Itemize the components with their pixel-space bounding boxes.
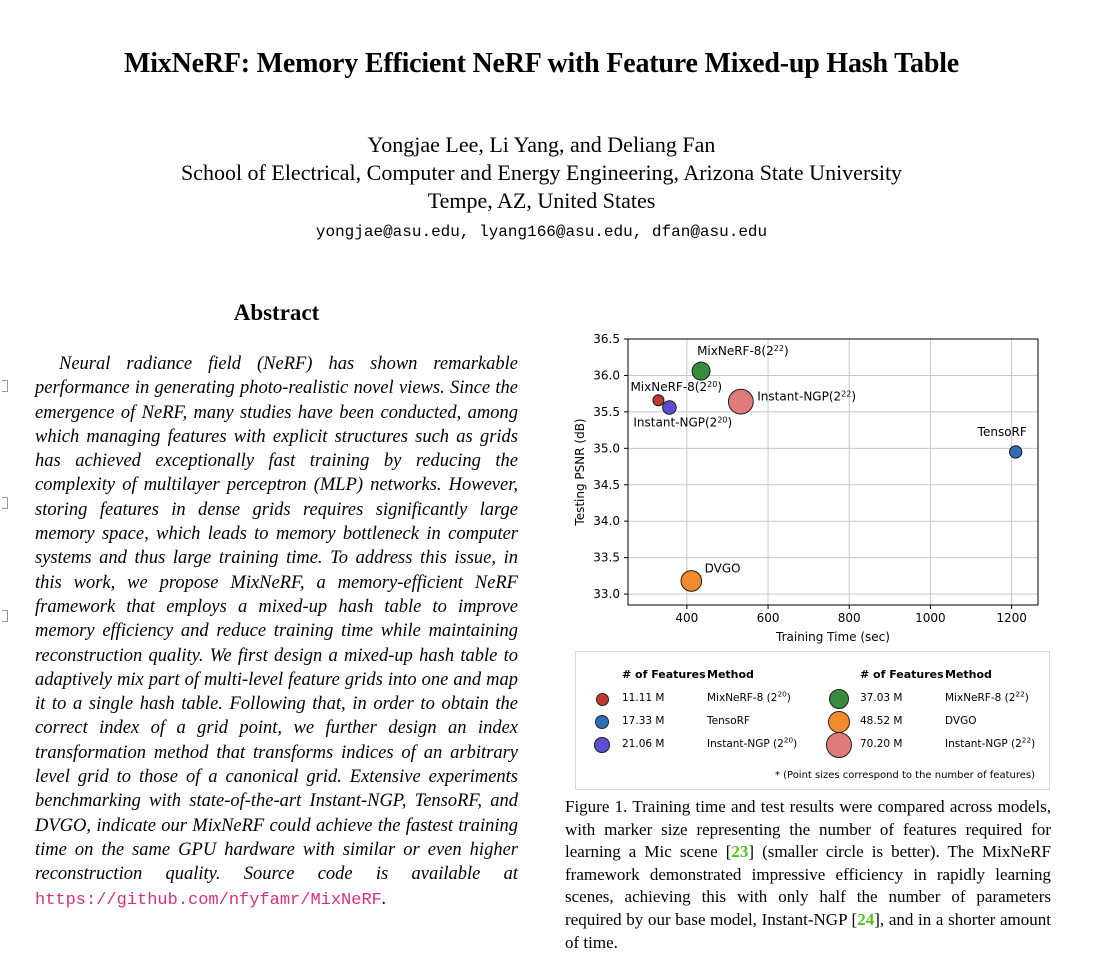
legend-dot: [829, 689, 849, 709]
citation-ref[interactable]: 24: [857, 909, 875, 929]
x-axis-label: Training Time (sec): [776, 630, 890, 644]
data-point: [692, 362, 710, 380]
legend-method-name: DVGO: [945, 715, 977, 727]
point-label: MixNeRF-$8(2^{22})$: [697, 343, 789, 359]
author-emails: yongjae@asu.edu, lyang166@asu.edu, dfan@asu.edu: [315, 223, 768, 241]
x-tick-label: 400: [675, 611, 699, 625]
citation-ref[interactable]: 23: [731, 842, 749, 862]
legend-method-name: MixNeRF-8 $(2^{20})$: [707, 689, 791, 704]
source-code-link[interactable]: https://github.com/nfyfamr/MixNeRF: [35, 890, 382, 910]
x-tick-label: 600: [756, 611, 780, 625]
abstract-text: Neural radiance field (NeRF) has shown remarkable performance in generating photo-realistic novel views. Since the emergence of NeRF, many studies have been conducted, among which managing features with explicit structures such as grids has achieved exceptionally fast training by reducing the complexity of multilayer perceptron (MLP) networks. However, storing features in dense grids requires significantly large memory space, which leads to memory bottleneck in computer systems and thus large training time. To address this issue, in this work, we propose MixNeRF, a memory-efficient NeRF framework that employs a mixed-up hash table to improve memory efficiency and reduce training time while maintaining reconstruction quality. We first design a mixed-up hash table to adaptively mix part of multi-level feature grids into one and map it to a single hash table. Following that, in order to obtain the correct index of a grid point, we further design an index transformation method that transforms indices of an arbitrary level grid to those of a canonical grid. Extensive experiments benchmarking with state-of-the-art Instant-NGP, TensoRF, and DVGO, indicate our MixNeRF could achieve the fastest training time on the same GPU hardware with similar or even higher reconstruction quality. Source code is available at: [35, 354, 518, 885]
plot-frame: [628, 339, 1038, 605]
author-block: [0, 131, 1083, 215]
legend-dot: [595, 715, 609, 729]
data-point: [728, 389, 753, 414]
caption-text-3: ], and in a shorter amount of time.: [565, 909, 1051, 952]
legend-feature-count: 37.03 M: [860, 692, 903, 704]
author-names: Yongjae Lee, Li Yang, and Deliang Fan: [367, 132, 716, 157]
margin-mark: [2, 610, 8, 622]
legend-dot: [594, 737, 610, 753]
abstract-heading: Abstract: [233, 300, 320, 325]
y-tick-label: 34.5: [593, 477, 620, 492]
legend-feature-count: 48.52 M: [860, 715, 903, 727]
legend-features-header: # of Features: [622, 668, 706, 681]
legend-method-name: TensoRF: [707, 715, 750, 727]
y-tick-label: 34.0: [593, 514, 620, 529]
legend-feature-count: 21.06 M: [622, 738, 665, 750]
legend-feature-count: 70.20 M: [860, 738, 903, 750]
x-tick-label: 1200: [996, 611, 1027, 625]
legend-method-header: Method: [707, 668, 754, 681]
x-tick-label: 1000: [915, 611, 946, 625]
legend-note: * (Point sizes correspond to the number of features): [774, 770, 1035, 781]
margin-mark: [2, 497, 8, 509]
location: Tempe, AZ, United States: [427, 188, 656, 213]
x-tick-label: 800: [837, 611, 861, 625]
abstract-end: .: [381, 888, 387, 909]
caption-label: Figure 1.: [565, 797, 628, 816]
legend-dot: [596, 693, 609, 706]
legend-method-header-right: Method: [945, 668, 992, 681]
data-point: [653, 395, 664, 406]
point-label: DVGO: [704, 561, 741, 576]
y-tick-label: 36.0: [593, 368, 620, 383]
data-point: [681, 571, 702, 592]
y-tick-label: 35.5: [593, 404, 620, 419]
legend-dot: [826, 732, 853, 759]
legend-method-name: MixNeRF-8 $(2^{22})$: [945, 689, 1029, 704]
legend-features-header-right: # of Features: [860, 668, 944, 681]
legend-dot: [828, 711, 851, 734]
y-tick-label: 36.5: [593, 332, 620, 346]
point-label: TensoRF: [977, 424, 1027, 439]
point-label: Instant-$NGP(2^{22})$: [757, 389, 857, 404]
y-tick-label: 33.5: [593, 550, 620, 565]
legend-feature-count: 17.33 M: [622, 715, 665, 727]
data-point: [663, 401, 677, 415]
figure-caption: [565, 796, 1051, 954]
data-point: [1010, 446, 1022, 458]
legend-feature-count: 11.11 M: [622, 692, 665, 704]
point-label: Instant-$NGP(2^{20})$: [633, 414, 733, 430]
caption-text-1: Training time and test results were compared across models, with marker size representing the number of features required for learning a Mic scene [: [565, 797, 1051, 862]
caption-text-2: ] (smaller circle is better). The MixNeRF framework demonstrated impressive efficiency in rapidly learning scenes, achieving this with only half the number of parameters required by our base model, Instant-NGP [: [565, 842, 1051, 929]
legend-method-name: Instant-NGP $(2^{22})$: [945, 735, 1036, 750]
affiliation: School of Electrical, Computer and Energy Engineering, Arizona State University: [180, 160, 903, 185]
point-label: MixNeRF-$8(2^{20})$: [630, 379, 723, 395]
y-tick-label: 35.0: [593, 441, 620, 456]
scatter-plot: [570, 328, 1050, 646]
paper-title: MixNeRF: Memory Efficient NeRF with Feature Mixed-up Hash Table: [123, 48, 960, 79]
y-axis-label: Testing PSNR (dB): [573, 418, 587, 526]
figure-legend: [575, 651, 1050, 790]
abstract-body: [35, 352, 518, 913]
legend-method-name: Instant-NGP $(2^{20})$: [707, 735, 798, 750]
y-tick-label: 33.0: [593, 587, 620, 602]
figure-chart: [570, 328, 1050, 646]
margin-mark: [2, 380, 8, 392]
